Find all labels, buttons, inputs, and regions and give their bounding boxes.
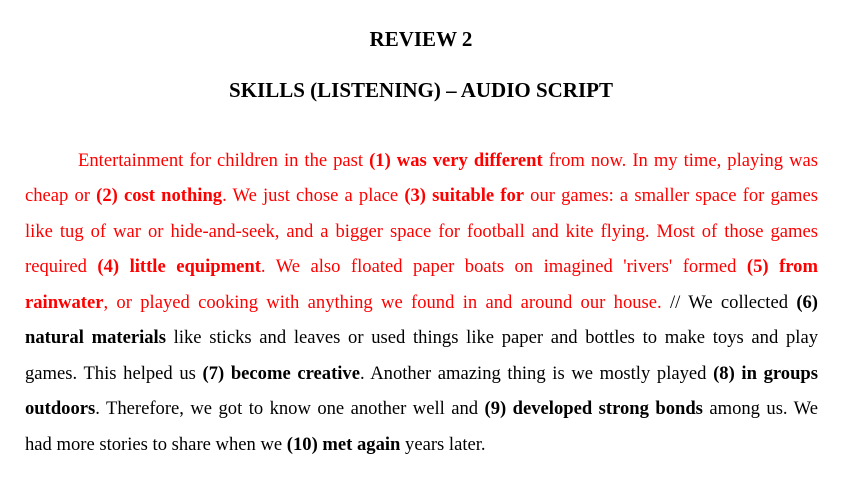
script-text: . We just chose a place (222, 185, 405, 207)
script-text: // We collected (661, 291, 797, 313)
script-text: among us. We had more stories to share when we (25, 398, 818, 455)
answer-10: (10) met again (286, 433, 401, 455)
script-text: years later. (400, 433, 486, 455)
answer-7: (7) become creative (202, 362, 360, 384)
script-text: like sticks and leaves or used things like paper and bottles to make toys and play games. This helped us (25, 327, 818, 384)
document-title: REVIEW 2 (369, 27, 473, 51)
answer-5: (5) from rainwater (25, 256, 818, 313)
script-text: . We also floated paper boats on imagined 'rivers' formed (260, 256, 747, 278)
answer-2: (2) cost nothing (96, 185, 223, 207)
answer-3: (3) suitable for (404, 185, 525, 207)
script-text: Entertainment for children in the past (78, 149, 370, 171)
script-text: , or played cooking with anything we found in and around our house. (103, 291, 662, 313)
answer-9: (9) developed strong bonds (484, 398, 703, 420)
document-subtitle: SKILLS (LISTENING) – AUDIO SCRIPT (229, 78, 613, 102)
answer-4: (4) little equipment (97, 256, 261, 278)
red-passage (25, 150, 818, 313)
script-text: . Therefore, we got to know one another well and (95, 398, 485, 420)
black-passage (25, 292, 818, 455)
script-text: our games: a smaller space for games like tug of war or hide-and-seek, and a bigger space for football and kite flying. Most of those games required (25, 185, 818, 278)
audio-script-paragraph (25, 143, 818, 463)
answer-1: (1) was very different (369, 149, 543, 171)
script-text: from now. In my time, playing was cheap or (25, 149, 818, 207)
answer-6: (6) natural materials (25, 291, 818, 349)
answer-8: (8) in groups outdoors (25, 362, 818, 420)
script-text: . Another amazing thing is we mostly played (359, 362, 714, 384)
